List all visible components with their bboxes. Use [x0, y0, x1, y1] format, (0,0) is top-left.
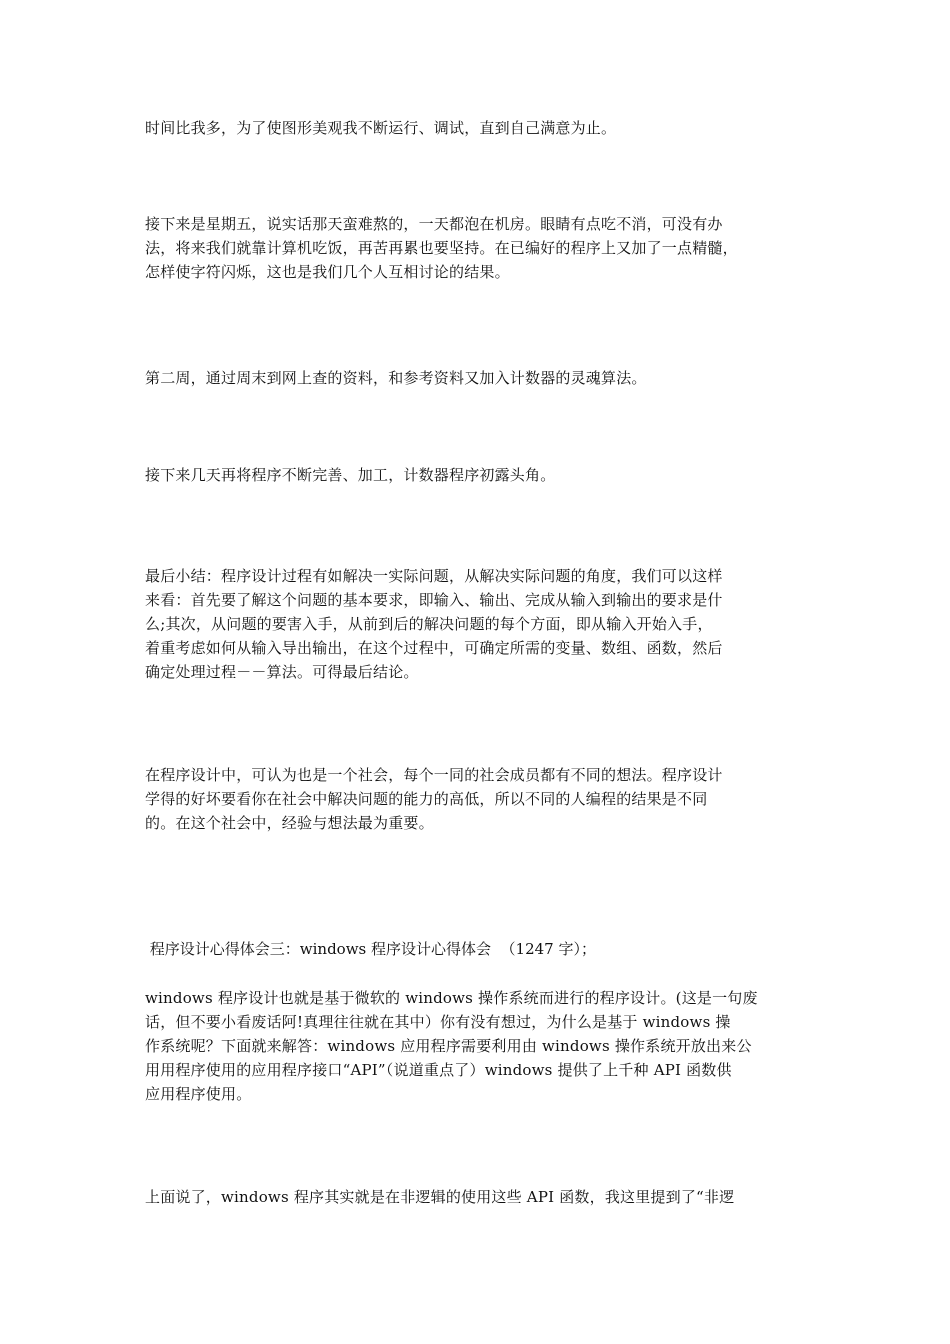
- text-line: windows 程序设计也就是基于微软的 windows 操作系统而进行的程序设计。(这是一句废: [145, 989, 758, 1007]
- paragraph-6: [145, 763, 810, 835]
- text-line: 第二周，通过周末到网上查的资料，和参考资料又加入计数器的灵魂算法。: [145, 369, 647, 387]
- text-line: 学得的好坏要看你在社会中解决问题的能力的高低，所以不同的人编程的结果是不同: [145, 790, 708, 808]
- text-line: 用用程序使用的应用程序接口“API”（说道重点了）windows 提供了上千种 API 函数供: [145, 1061, 732, 1079]
- text-line: 来看：首先要了解这个问题的基本要求，即输入、输出、完成从输入到输出的要求是什: [145, 591, 723, 609]
- text-line: 话，但不要小看废话阿!真理往往就在其中）你有没有想过，为什么是基于 windows 操: [145, 1013, 731, 1031]
- text-line: 的。在这个社会中，经验与想法最为重要。: [145, 814, 434, 832]
- paragraph-4: [145, 463, 810, 487]
- paragraph-3: [145, 366, 810, 390]
- paragraph-5: [145, 564, 810, 684]
- text-line: 怎样使字符闪烁，这也是我们几个人互相讨论的结果。: [145, 263, 510, 281]
- text-line: 上面说了，windows 程序其实就是在非逻辑的使用这些 API 函数，我这里提到了“非逻: [145, 1188, 735, 1206]
- text-line: 法，将来我们就靠计算机吃饭，再苦再累也要坚持。在已编好的程序上又加了一点精髓，: [145, 239, 738, 257]
- text-line: 接下来几天再将程序不断完善、加工，计数器程序初露头角。: [145, 466, 556, 484]
- text-line: 最后小结：程序设计过程有如解决一实际问题，从解决实际问题的角度，我们可以这样: [145, 567, 723, 585]
- text-line: 接下来是星期五，说实话那天蛮难熬的，一天都泡在机房。眼睛有点吃不消，可没有办: [145, 215, 723, 233]
- text-line: 时间比我多，为了使图形美观我不断运行、调试，直到自己满意为止。: [145, 119, 617, 137]
- text-line: 着重考虑如何从输入导出输出，在这个过程中，可确定所需的变量、数组、函数，然后: [145, 639, 723, 657]
- section-heading: 程序设计心得体会三：windows 程序设计心得体会 （1247 字）；: [145, 940, 596, 958]
- text-line: 应用程序使用。: [145, 1085, 252, 1103]
- text-line: 在程序设计中，可认为也是一个社会，每个一同的社会成员都有不同的想法。程序设计: [145, 766, 723, 784]
- paragraph-2: [145, 212, 810, 284]
- section-paragraph-2: [145, 1185, 810, 1209]
- section-paragraph-1: [145, 986, 810, 1106]
- text-line: 作系统呢？下面就来解答：windows 应用程序需要利用由 windows 操作系统开放出来公: [145, 1037, 752, 1055]
- text-line: 确定处理过程－－算法。可得最后结论。: [145, 663, 419, 681]
- paragraph-1: [145, 116, 810, 140]
- text-line: 么;其次，从问题的要害入手，从前到后的解决问题的每个方面，即从输入开始入手，: [145, 615, 713, 633]
